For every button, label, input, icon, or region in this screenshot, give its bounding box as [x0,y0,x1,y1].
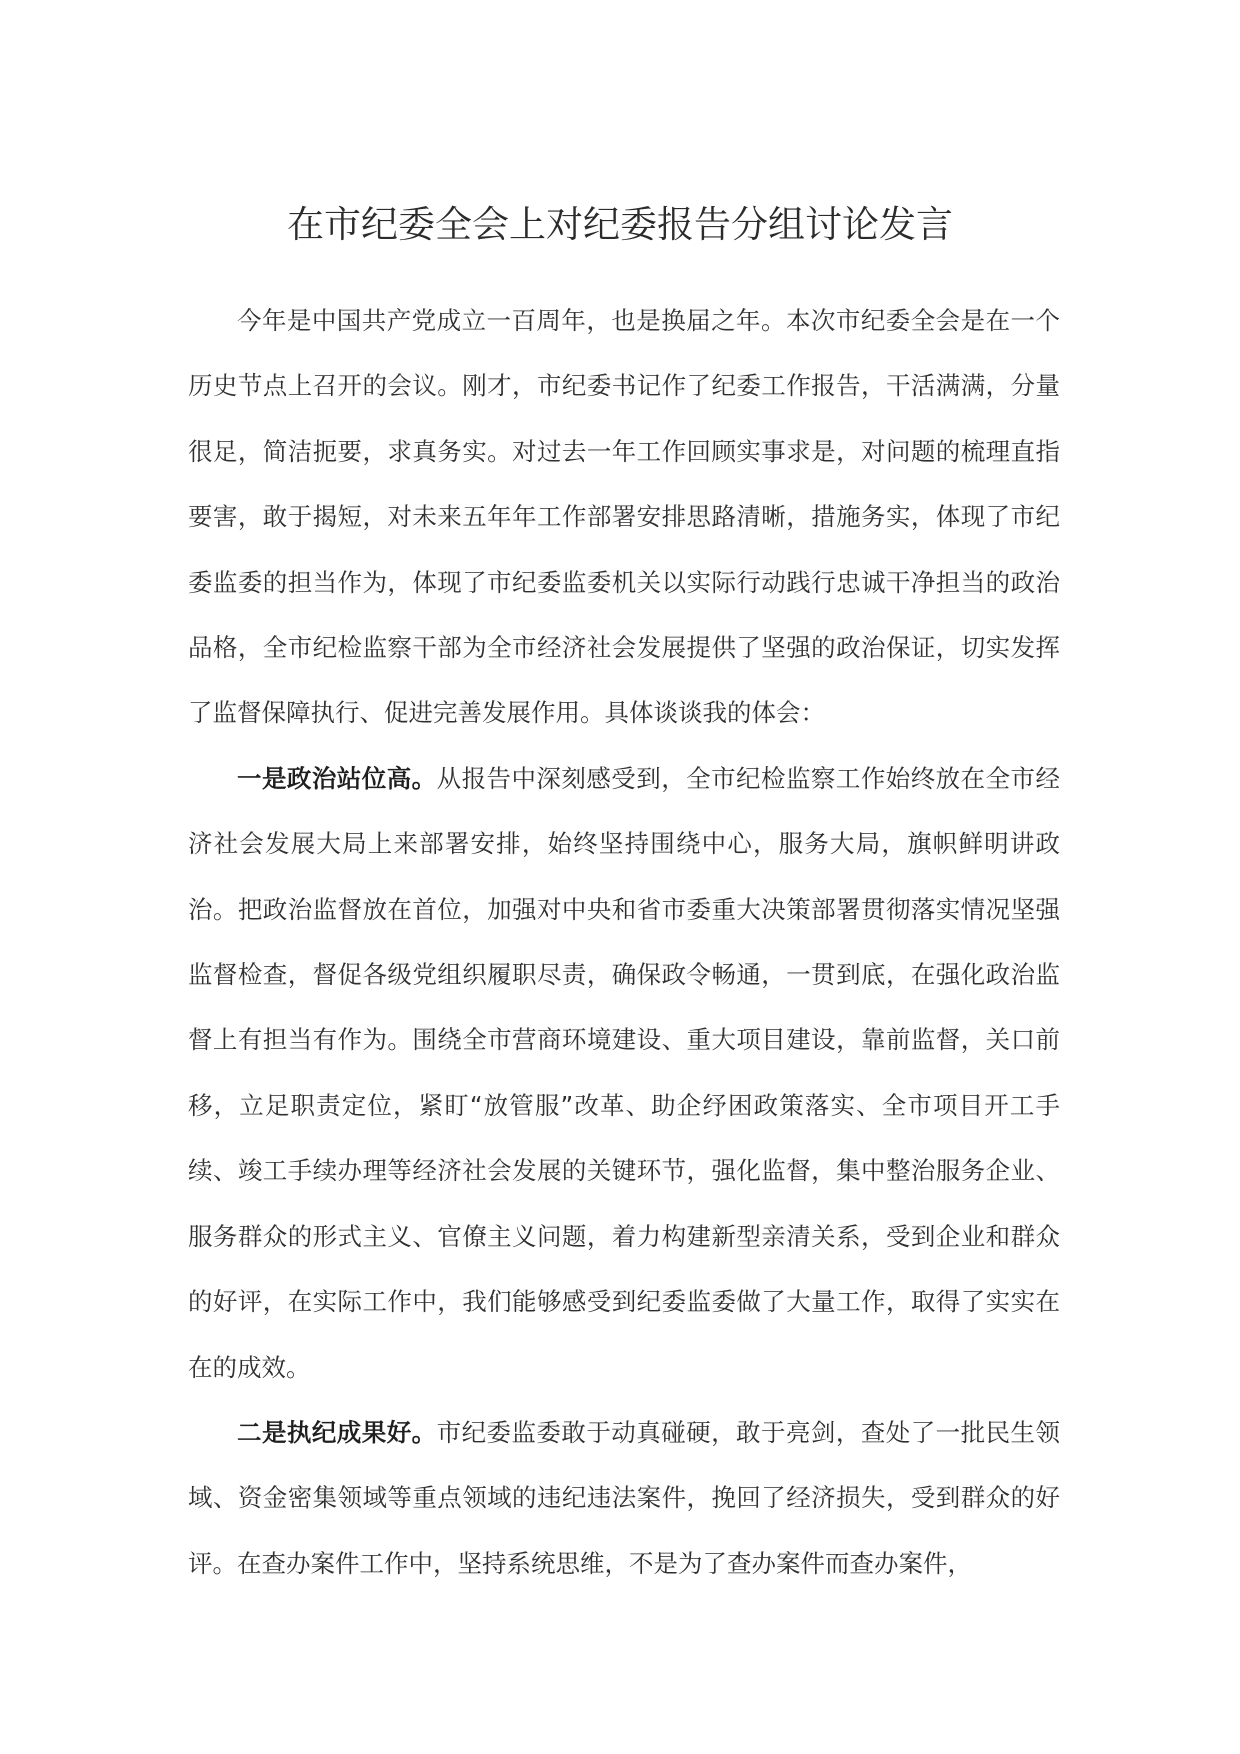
document-body [188,288,1060,1596]
document-title: 在市纪委全会上对纪委报告分组讨论发言 [287,203,953,246]
paragraph-political-stance [188,746,1060,1400]
paragraph-intro [188,288,1060,746]
paragraph-text: 市纪委监委敢于动真碰硬，敢于亮剑，查处了一批民生领域、资金密集领域等重点领域的违纪违法案件，挽回了经济损失，受到群众的好评。在查办案件工作中，坚持系统思维，不是为了查办案件而查办案件， [188,1417,1060,1578]
paragraph-text: 今年是中国共产党成立一百周年，也是换届之年。本次市纪委全会是在一个历史节点上召开的会议。刚才，市纪委书记作了纪委工作报告，干活满满，分量很足，简洁扼要，求真务实。对过去一年工作回顾实事求是，对问题的梳理直指要害，敢于揭短，对未来五年年工作部署安排思路清晰，措施务实，体现了市纪委监委的担当作为，体现了市纪委监委机关以实际行动践行忠诚干净担当的政治品格，全市纪检监察干部为全市经济社会发展提供了坚强的政治保证，切实发挥了监督保障执行、促进完善发展作用。具体谈谈我的体会： [188,306,1060,728]
paragraph-lead: 一是政治站位高。 [237,763,437,793]
paragraph-lead: 二是执纪成果好。 [237,1417,437,1447]
paragraph-text: 从报告中深刻感受到，全市纪检监察工作始终放在全市经济社会发展大局上来部署安排，始终坚持围绕中心，服务大局，旗帜鲜明讲政治。把政治监督放在首位，加强对中央和省市委重大决策部署贯彻落实情况坚强监督检查，督促各级党组织履职尽责，确保政令畅通，一贯到底，在强化政治监督上有担当有作为。围绕全市营商环境建设、重大项目建设，靠前监督，关口前移，立足职责定位，紧盯“放管服”改革、助企纾困政策落实、全市项目开工手续、竣工手续办理等经济社会发展的关键环节，强化监督，集中整治服务企业、服务群众的形式主义、官僚主义问题，着力构建新型亲清关系，受到企业和群众的好评，在实际工作中，我们能够感受到纪委监委做了大量工作，取得了实实在在的成效。 [188,763,1060,1382]
paragraph-discipline-results [188,1400,1060,1596]
